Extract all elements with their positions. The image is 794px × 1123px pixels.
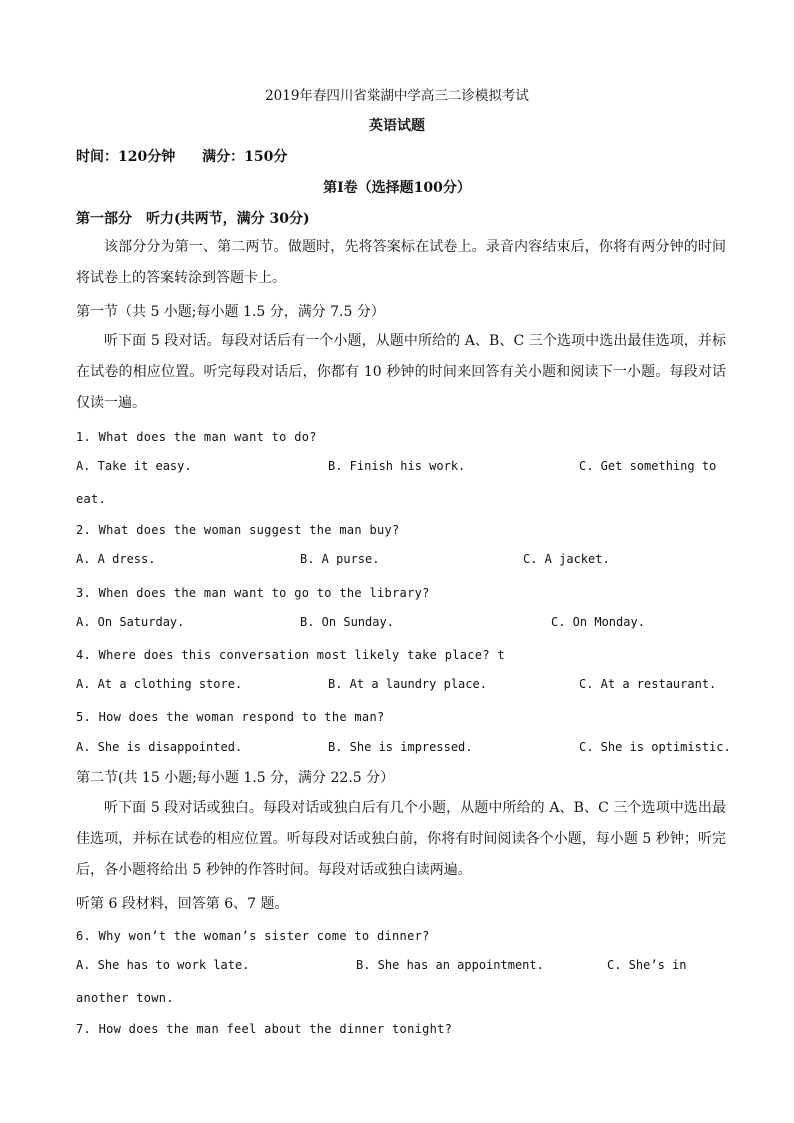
option-a: A. She has to work late.: [76, 958, 250, 972]
option-b: B. Finish his work.: [328, 459, 466, 473]
option-c: C. On Monday.: [551, 615, 645, 629]
option-b: B. She is impressed.: [328, 740, 473, 754]
option-a: A. A dress.: [76, 552, 156, 566]
volume-heading: 第I卷（选择题100分）: [323, 180, 471, 196]
option-c-continued: another town.: [76, 991, 174, 1005]
option-c: C. She’s in: [607, 958, 687, 972]
question-4: 4. Where does this conversation most likely take place? t: [76, 648, 505, 662]
section1-intro: 听下面 5 段对话。每段对话后有一个小题，从题中所给的 A、B、C 三个选项中选出最佳选项，并标在试卷的相应位置。听完每段对话后，你都有 10 秒钟的时间来回答有关小题和阅读下一小题。每段对话仅读一遍。: [76, 333, 726, 411]
part1-intro: 该部分分为第一、第二两节。做题时，先将答案标在试卷上。录音内容结束后，你将有两分钟的时间将试卷上的答案转涂到答题卡上。: [76, 239, 726, 286]
question-7: 7. How does the man feel about the dinner tonight?: [76, 1022, 453, 1036]
question-1: 1. What does the man want to do?: [76, 430, 317, 444]
question-3: 3. When does the man want to go to the library?: [76, 586, 430, 600]
option-b: B. She has an appointment.: [356, 958, 544, 972]
exam-meta: [76, 146, 309, 166]
option-a: A. Take it easy.: [76, 459, 192, 473]
option-c: C. A jacket.: [523, 552, 610, 566]
section2-intro: 听下面 5 段对话或独白。每段对话或独白后有几个小题，从题中所给的 A、B、C 三个选项中选出最佳选项，并标在试卷的相应位置。听每段对话或独白前，你将有时间阅读各个小题，每小题 5 秒钟；听完后，各小题将给出 5 秒钟的作答时间。每段对话或独白读两遍。: [76, 800, 726, 878]
section1-heading: 第一节（共 5 小题;每小题 1.5 分，满分 7.5 分）: [76, 304, 385, 320]
option-c-continued: eat.: [76, 492, 107, 506]
question-6: 6. Why won’t the woman’s sister come to dinner?: [76, 929, 430, 943]
exam-title: 2019年春四川省棠湖中学高三二诊模拟考试: [265, 88, 529, 104]
option-a: A. She is disappointed.: [76, 740, 243, 754]
material-6-instruction: 听第 6 段材料，回答第 6、7 题。: [76, 896, 289, 912]
option-a: A. On Saturday.: [76, 615, 185, 629]
time-limit: 时间：120分钟: [76, 149, 176, 165]
question-5: 5. How does the woman respond to the man?: [76, 710, 385, 724]
option-c: C. Get something to: [579, 459, 717, 473]
option-b: B. A purse.: [300, 552, 380, 566]
question-2: 2. What does the woman suggest the man buy?: [76, 523, 400, 537]
option-b: B. At a laundry place.: [328, 677, 487, 691]
option-c: C. She is optimistic.: [579, 740, 731, 754]
section2-heading: 第二节(共 15 小题;每小题 1.5 分，满分 22.5 分）: [76, 770, 395, 786]
full-score: 满分：150分: [202, 149, 288, 165]
part1-heading: 第一部分 听力(共两节，满分 30分): [76, 211, 310, 227]
option-b: B. On Sunday.: [300, 615, 394, 629]
option-a: A. At a clothing store.: [76, 677, 243, 691]
exam-subtitle: 英语试题: [369, 118, 425, 134]
option-c: C. At a restaurant.: [579, 677, 717, 691]
